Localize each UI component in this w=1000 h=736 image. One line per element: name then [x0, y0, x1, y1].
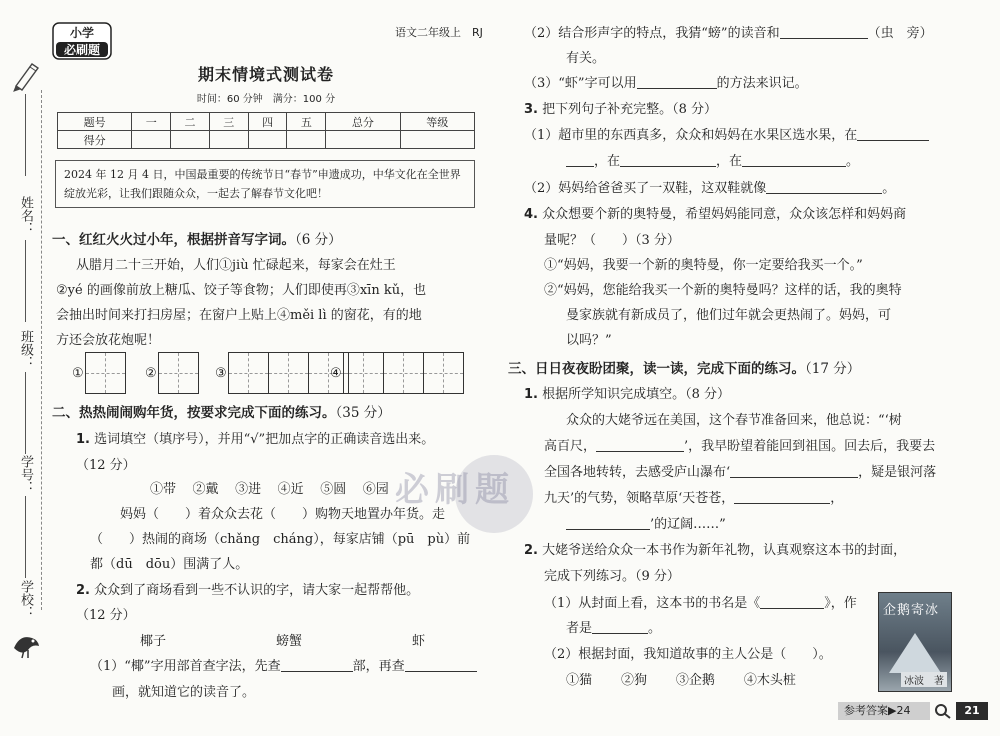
section-3-points: （17 分）: [805, 361, 861, 377]
brand-logo: [52, 22, 112, 60]
q3-text: 。: [846, 154, 860, 169]
section-2-points: （35 分）: [335, 405, 391, 421]
book-cover-image: [878, 592, 952, 692]
question-points: （12 分）: [76, 458, 136, 473]
q4-option-1[interactable]: ①“妈妈，我要一个新的奥特曼，你一定要给我买一个。”: [544, 258, 863, 273]
question-points: （9 分）: [635, 569, 680, 584]
question-text: 大姥爷送给众众一本书作为新年礼物，认真观察这本书的封面，: [542, 543, 907, 558]
word: 虾: [412, 634, 426, 649]
s3-q2-options: [566, 669, 796, 688]
s3-text: 高百尺，: [544, 439, 597, 454]
question-points: （12 分）: [76, 608, 136, 623]
question-text: 量呢？（ ）: [544, 233, 636, 248]
question-text: 众众到了商场看到一些不认识的字，请大家一起帮帮他。: [94, 583, 420, 598]
s3-q2: [524, 539, 906, 558]
answer-blank[interactable]: [405, 659, 477, 672]
pen-icon: [10, 58, 44, 92]
box-number: ④: [330, 365, 342, 381]
answer-blank[interactable]: [780, 26, 868, 39]
s3-text: 。: [648, 621, 662, 636]
answer-box-group-1[interactable]: [72, 352, 126, 394]
binding-number-label: 学号：: [18, 455, 33, 494]
r-text: （2）结合形声字的特点，我猜“螃”的读音和: [524, 26, 780, 41]
logo-top-text: 小学: [69, 26, 95, 40]
s2-q1: [76, 428, 434, 447]
s3-text: 九天’的气势，领略草原‘天苍苍，: [544, 491, 735, 506]
book-cover-author: 冰波 著: [901, 672, 947, 687]
q4-option-2-cont: 以吗？”: [566, 333, 612, 348]
q3-text: ，在: [716, 154, 743, 169]
option: ⑤圆: [320, 482, 347, 497]
book-cover-title: 企鹅寄冰: [883, 603, 940, 618]
writing-grid-box[interactable]: [85, 352, 126, 394]
page-footer: [838, 702, 988, 720]
exam-title: 期末情境式测试卷: [197, 65, 334, 84]
answer-blank[interactable]: [281, 659, 353, 672]
s3-q1-line: [544, 461, 936, 480]
q3-text: （2）妈妈给爸爸买了一双鞋，这双鞋就像: [524, 181, 767, 196]
box-number: ②: [145, 365, 157, 381]
binding-name-line: [14, 90, 36, 176]
answer-box-group-4[interactable]: [330, 352, 464, 394]
q4-option-2-cont: 曼家族就有新成员了，他们过年就会更热闹了。妈妈，可: [566, 308, 892, 323]
score-input-cell[interactable]: [209, 131, 248, 149]
s3-q2-sub1b: [566, 617, 661, 636]
score-input-cell[interactable]: [132, 131, 171, 149]
s3-text: ’的辽阔……”: [650, 517, 726, 532]
option: ⑥园: [362, 482, 389, 497]
box-number: ③: [215, 365, 227, 381]
binding-school-field: [14, 580, 36, 619]
s3-q2-line2: [544, 565, 680, 584]
binding-name-label: 姓名：: [18, 196, 33, 235]
s3-text: ，疑是银河落: [858, 465, 937, 480]
question-number: 1.: [524, 387, 538, 402]
answer-blank[interactable]: [566, 154, 594, 167]
answer-box-group-2[interactable]: [145, 352, 199, 394]
question-text: 完成下列练习。: [544, 569, 636, 584]
q3: [524, 98, 717, 117]
bird-icon: [10, 628, 42, 660]
answer-blank[interactable]: [760, 596, 824, 609]
score-table: [57, 112, 475, 149]
answer-blank[interactable]: [857, 128, 929, 141]
s2-q1-options: [150, 478, 389, 497]
s1-line: 从腊月二十三开始，人们①jiù 忙碌起来，每家会在灶王: [76, 258, 396, 273]
writing-grid-box[interactable]: [423, 352, 464, 394]
option: ④近: [277, 482, 304, 497]
s1-line: ②yé 的画像前放上糖瓜、饺子等食物；人们即使再③xīn kǔ，也: [56, 283, 427, 298]
r-text: 的方法来识记。: [716, 76, 808, 91]
score-table-cell: 五: [287, 113, 326, 131]
cover-iceberg: [889, 633, 941, 673]
writing-grid-box[interactable]: [343, 352, 384, 394]
binding-name-field: [14, 196, 36, 235]
question-number: 4.: [524, 207, 538, 222]
s3-q2-sub2: （2）根据封面，我知道故事的主人公是（ ）。: [544, 647, 832, 662]
s3-text: 》，作: [824, 596, 857, 611]
score-table-cell: 得分: [58, 131, 132, 149]
s2-q2-text: （1）“椰”字用部首查字法，先查: [90, 659, 281, 674]
q3-text: ，在: [594, 154, 621, 169]
s1-line: 方还会放花炮呢！: [56, 333, 161, 348]
q4-option-2[interactable]: ②“妈妈，您能给我买一个新的奥特曼吗？这样的话，我的奥特: [544, 283, 902, 298]
answer-box-group-3[interactable]: [215, 352, 349, 394]
binding-class-line: [14, 236, 36, 322]
score-input-cell[interactable]: [287, 131, 326, 149]
score-table-header-row: [58, 113, 475, 131]
r-q3-line: [524, 72, 808, 91]
r-text: （虫 旁）: [867, 26, 933, 41]
score-table-cell: 四: [248, 113, 287, 131]
question-text: 选词填空（填序号），并用“√”把加点字的正确读音选出来。: [94, 432, 435, 447]
question-number: 3.: [524, 102, 538, 117]
q3-1-line: [524, 124, 929, 143]
s2-q2-text: 画，就知道它的读音了。: [112, 685, 256, 700]
s3-q1-line: [566, 513, 726, 532]
question-text: 众众想要个新的奥特曼，希望妈妈能同意，众众该怎样和妈妈商: [542, 207, 907, 222]
answer-blank[interactable]: [637, 76, 717, 89]
writing-grid-box[interactable]: [228, 352, 269, 394]
question-text: 把下列句子补充完整。: [542, 102, 673, 117]
score-table-cell: 三: [209, 113, 248, 131]
subject-label: 语文二年级上 RJ: [395, 26, 483, 39]
page-number: 21: [956, 702, 988, 720]
s3-q1: [524, 383, 730, 402]
question-points: （8 分）: [685, 387, 731, 402]
s3-q1-line: 众众的大姥爷远在美国，这个春节准备回来，他总说：“‘树: [566, 413, 902, 428]
q4: [524, 203, 906, 222]
s2-q2-text: 部，再查: [352, 659, 405, 674]
r-text: （3）“虾”字可以用: [524, 76, 637, 91]
question-number: 2.: [76, 583, 90, 598]
word: 螃蟹: [276, 634, 303, 649]
section-1-title: [52, 228, 342, 248]
answer-blank[interactable]: [766, 181, 882, 194]
option[interactable]: ①猫: [566, 673, 593, 688]
watermark: 必刷题: [395, 470, 515, 510]
score-table-cell: 二: [171, 113, 210, 131]
binding-number-line: [14, 368, 36, 454]
question-points: （3 分）: [635, 233, 680, 248]
q3-1-line2: [566, 150, 859, 169]
section-2-title-text: 二、热热闹闹购年货，按要求完成下面的练习。: [52, 405, 336, 421]
option[interactable]: ②狗: [620, 673, 647, 688]
q4-line2: [544, 229, 680, 248]
section-3-title-text: 三、日日夜夜盼团聚，读一读，完成下面的练习。: [508, 361, 805, 377]
answer-blank[interactable]: [730, 465, 858, 478]
answer-blank[interactable]: [566, 517, 650, 530]
s3-text: 者是: [566, 621, 593, 636]
option: ①带: [150, 482, 177, 497]
s2-q2-line: [90, 655, 477, 674]
s3-q2-sub1: [544, 592, 857, 611]
score-table-score-row: [58, 131, 475, 149]
score-table-cell: 一: [132, 113, 171, 131]
question-text: 根据所学知识完成填空。: [542, 387, 686, 402]
s2-q1-line: 妈妈（ ）着众众去花（ ）购物天地置办年货。走: [120, 507, 446, 522]
score-table-cell: 题号: [58, 113, 132, 131]
question-points: （8 分）: [672, 102, 718, 117]
score-table-cell: 总分: [326, 113, 400, 131]
writing-grid-box[interactable]: [268, 352, 309, 394]
binding-class-field: [14, 330, 36, 369]
option[interactable]: ④木头桩: [743, 673, 796, 688]
q3-text: 。: [882, 181, 896, 196]
exam-info: 时间：60 分钟 满分：100 分: [196, 94, 336, 105]
writing-grid-box[interactable]: [158, 352, 199, 394]
s3-q1-line: [544, 487, 843, 506]
score-input-cell[interactable]: [326, 131, 400, 149]
s1-line: 会抽出时间来打扫房屋；在窗户上贴上④měi lì 的窗花，有的地: [56, 308, 422, 323]
word: 椰子: [140, 634, 167, 649]
s3-text: ，: [830, 491, 844, 506]
answer-blank[interactable]: [742, 154, 846, 167]
section-1-points: （6 分）: [295, 232, 342, 248]
answer-blank[interactable]: [592, 621, 648, 634]
s3-text: ’，我早盼望着能回到祖国。回去后，我要去: [684, 439, 936, 454]
score-table-cell: 等级: [400, 113, 474, 131]
binding-class-label: 班级：: [18, 330, 33, 369]
intro-box: [55, 160, 475, 208]
binding-school-label: 学校：: [18, 580, 33, 619]
binding-cut-line: [41, 90, 42, 610]
intro-text: 2024 年 12 月 4 日，中国最重要的传统节日“春节”申遗成功，中华文化在全世界绽放光彩，让我们跟随众众，一起去了解春节文化吧！: [64, 168, 461, 200]
option: ②戴: [192, 482, 219, 497]
question-number: 2.: [524, 543, 538, 558]
option: ③进: [235, 482, 262, 497]
s2-q2-line2: [112, 681, 255, 700]
option[interactable]: ③企鹅: [675, 673, 715, 688]
s2-q1-line: （ ）热闹的商场（chǎng cháng），每家店铺（pū pù）前: [90, 532, 471, 547]
answer-blank[interactable]: [620, 154, 716, 167]
writing-grid-box[interactable]: [383, 352, 424, 394]
s2-q2: [76, 579, 419, 598]
magnifier-icon: [933, 702, 953, 720]
s3-q1-line: [544, 435, 935, 454]
section-2-title: [52, 401, 391, 421]
logo-bottom-text: 必刷题: [63, 43, 101, 57]
box-number: ①: [72, 365, 84, 381]
score-input-cell[interactable]: [400, 131, 474, 149]
r-q2-line: [524, 22, 933, 41]
s3-text: （1）从封面上看，这本书的书名是《: [544, 596, 761, 611]
answer-reference: 参考答案▶24: [838, 702, 930, 720]
binding-school-line: [14, 492, 36, 578]
answer-blank[interactable]: [596, 439, 684, 452]
q3-text: （1）超市里的东西真多，众众和妈妈在水果区选水果，在: [524, 128, 858, 143]
question-number: 1.: [76, 432, 90, 447]
q3-2-line: [524, 177, 895, 196]
s2-q1-line: 都（dū dōu）围满了人。: [90, 557, 249, 572]
r-text: 有关。: [566, 51, 606, 66]
score-input-cell[interactable]: [171, 131, 210, 149]
binding-number-field: [14, 455, 36, 494]
score-input-cell[interactable]: [248, 131, 287, 149]
s3-text: 全国各地转转，去感受庐山瀑布‘: [544, 465, 731, 480]
section-3-title: [508, 357, 860, 377]
answer-blank[interactable]: [734, 491, 830, 504]
section-1-title-text: 一、红红火火过小年，根据拼音写字词。: [52, 232, 295, 248]
